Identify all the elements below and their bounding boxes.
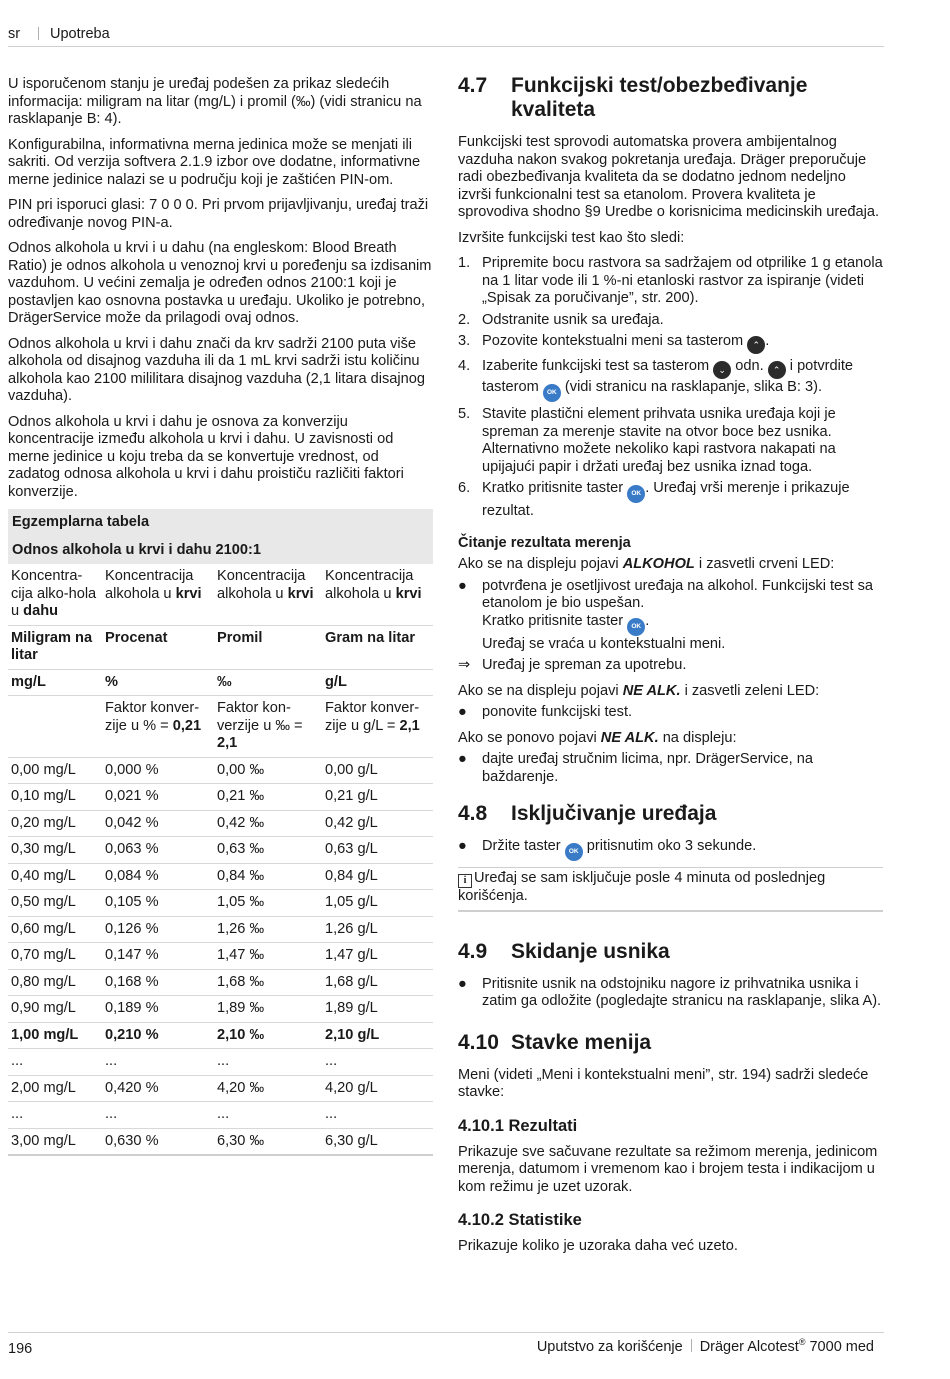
list-item: ● potvrđena je osetljivost uređaja na alkohol. Funkcijski test sa etanolom je bio uspešan. Kratko pritisnite taster OK . Uređaj se vraća u kontekstualni meni. [458, 577, 873, 652]
table-cell: 0,00 g/L [322, 757, 433, 784]
table-cell: 0,021 % [102, 784, 214, 811]
table-cell: 6,30 g/L [322, 1128, 433, 1155]
table-row [8, 757, 433, 784]
table-cell: 2,00 mg/L [8, 1075, 102, 1102]
paragraph: Odnos alkohola u krvi i dahu je osnova za konverziju koncentracije između alkohola u krvi i dahu. U zavisnosti od merne jedinice u koju treba da se konvertuje vrednost, od zadatog odnosa alkohola u krvi i dahu proističu različiti faktori konverzije. [8, 413, 404, 500]
table-cell: 2,10 g/L [322, 1022, 433, 1049]
list-item: 1. Pripremite bocu rastvora sa sadržajem od otprilike 1 g etanola na 1 litar vode ili 1 %-ni etanloski rastvor za ispiranje (videti „Spisak za poručivanje”, str. 200). [458, 255, 883, 306]
bullet-list [458, 704, 883, 722]
table-cell: ... [102, 1102, 214, 1129]
table-cell: 0,50 mg/L [8, 890, 102, 917]
paragraph: Meni (videti „Meni i kontekstualni meni”, str. 194) sadrži sledeće stavke: [458, 1066, 869, 1100]
table-header-cell: Koncentracija alkohola u krvi [214, 564, 322, 625]
table-cell: 0,063 % [102, 837, 214, 864]
bullet-list [458, 578, 883, 675]
table-cell: 0,90 mg/L [8, 996, 102, 1023]
table-cell: 0,70 mg/L [8, 943, 102, 970]
table-cell: 2,10 ‰ [214, 1022, 322, 1049]
page-number: 196 [8, 1341, 33, 1357]
section-heading-4-9: 4.9 Skidanje usnika [458, 939, 670, 963]
table-cell: 0,084 % [102, 863, 214, 890]
paragraph: Funkcijski test sprovodi automatska provera ambijentalnog vazduha nakon svakog pokretanja uređaja. Dräger preporučuje radi obezbeđivanja kvaliteta da se dodatno jednom nedeljno izvrši funkcionalni test sa etanolom. Provera kvaliteta je sprovodiva shodno §9 Uredbe o korisnicima medicinskih uređaja. [458, 134, 880, 220]
table-cell: Promil [214, 625, 322, 669]
bullet-list [458, 751, 883, 786]
paragraph: PIN pri isporuci glasi: 7 0 0 0. Pri prvom prijavljivanju, uređaj traži određivanje novog PIN-a. [8, 197, 429, 231]
table-cell: 0,60 mg/L [8, 916, 102, 943]
table-cell: 0,00 mg/L [8, 757, 102, 784]
table-cell: ‰ [214, 669, 322, 696]
subheading-reading: Čitanje rezultata merenja [458, 534, 631, 551]
paragraph: Prikazuje koliko je uzoraka daha već uzeto. [458, 1238, 738, 1254]
table-cell: Gram na litar [322, 625, 433, 669]
table-cell: 0,21 ‰ [214, 784, 322, 811]
list-item: ⇒ Uređaj je spreman za upotrebu. [458, 657, 687, 673]
table-units-row [8, 669, 433, 696]
table-cell: Faktor konver-zije u g/L = 2,1 [322, 696, 433, 758]
table-cell: Miligram na litar [8, 625, 102, 669]
table-cell: 0,30 mg/L [8, 837, 102, 864]
table-cell: mg/L [8, 669, 102, 696]
table-header-cell: Koncentracija alkohola u krvi [322, 564, 433, 625]
info-icon: i [458, 874, 472, 888]
page-footer [8, 1332, 884, 1363]
ok-button-icon: OK [627, 618, 645, 636]
table-cell: 4,20 g/L [322, 1075, 433, 1102]
bullet-list [458, 976, 883, 1011]
table-cell: 0,168 % [102, 969, 214, 996]
table-cell: 0,210 % [102, 1022, 214, 1049]
table-row [8, 943, 433, 970]
table-header-row [8, 564, 433, 625]
table-cell: 1,47 g/L [322, 943, 433, 970]
table-cell: 0,80 mg/L [8, 969, 102, 996]
table-cell: 0,42 ‰ [214, 810, 322, 837]
up-button-icon: ⌃ [747, 336, 765, 354]
table-cell: 0,189 % [102, 996, 214, 1023]
table-cell: 0,84 ‰ [214, 863, 322, 890]
table-cell: 0,63 ‰ [214, 837, 322, 864]
up-button-icon: ⌃ [768, 361, 786, 379]
list-item: 6. Kratko pritisnite taster OK . Uređaj vrši merenje i prikazuje rezultat. [458, 480, 850, 519]
table-row [8, 1049, 433, 1076]
down-button-icon: ⌄ [713, 361, 731, 379]
table-cell: 0,10 mg/L [8, 784, 102, 811]
list-item: 2. Odstranite usnik sa uređaja. [458, 311, 664, 328]
table-cell: 0,00 ‰ [214, 757, 322, 784]
table-row [8, 996, 433, 1023]
table-cell: ... [214, 1102, 322, 1129]
paragraph: Ako se ponovo pojavi NE ALK. na displeju: [458, 729, 737, 746]
list-item: 5. Stavite plastični element prihvata usnika uređaja koji je spreman za merenje stavite na otvor boce bez usnika. Alternativno možete nekoliko kapi rastvora nakapati na upijajući papir i držati uređaj bez usnika iznad toga. [458, 406, 836, 475]
table-cell: 3,00 mg/L [8, 1128, 102, 1155]
table-title: Egzemplarna tabela [8, 509, 433, 537]
table-row [8, 916, 433, 943]
table-header-cell: Koncentracija alkohola u krvi [102, 564, 214, 625]
table-cell: 0,126 % [102, 916, 214, 943]
table-header-cell: Koncentra-cija alko-hola u dahu [8, 564, 102, 625]
header-section: Upotreba [50, 26, 110, 42]
table-subtitle: Odnos alkohola u krvi i dahu 2100:1 [8, 537, 433, 565]
section-heading-4-10: 4.10 Stavke menija [458, 1030, 652, 1054]
table-cell: 0,105 % [102, 890, 214, 917]
subsection-heading-4-10-2: 4.10.2 Statistike [458, 1211, 582, 1229]
table-row [8, 810, 433, 837]
table-cell: 0,630 % [102, 1128, 214, 1155]
conversion-table [8, 509, 433, 1156]
table-cell [8, 696, 102, 758]
paragraph: Konfigurabilna, informativna merna jedinica može se menjati ili sakriti. Od verzija softvera 2.1.9 izbor ove dodatne, informativne merne jedinice nalazi se u području koji je zaštićen PIN-om. [8, 136, 421, 188]
table-cell: 0,21 g/L [322, 784, 433, 811]
paragraph: Prikazuje sve sačuvane rezultate sa režimom merenja, jedinicom merenja, datumom i vremenom kao i brojem testa i indikacijom u kom režimu je uzet uzorak. [458, 1143, 878, 1195]
table-cell: % [102, 669, 214, 696]
table-cell: 0,20 mg/L [8, 810, 102, 837]
table-row [8, 784, 433, 811]
ok-button-icon: OK [565, 843, 583, 861]
footer-document-title: Uputstvo za korišćenje Dräger Alcotest® 7000 med [536, 1337, 874, 1355]
table-cell: ... [322, 1102, 433, 1129]
list-item: ● Pritisnite usnik na odstojniku nagore iz prihvatnika usnika i zatim ga odložite (pogledajte stranicu na rasklapanje, slika A). [458, 975, 882, 1009]
table-cell: 0,84 g/L [322, 863, 433, 890]
table-cell: 0,147 % [102, 943, 214, 970]
list-item: ● ponovite funkcijski test. [458, 704, 633, 720]
list-item: 4. Izaberite funkcijski test sa tasterom ⌄ odn. ⌃ i potvrdite tasterom OK (vidi stranicu na rasklapanje, slika B: 3). [458, 358, 883, 402]
table-row [8, 890, 433, 917]
table-factor-row [8, 696, 433, 758]
table-cell: 0,042 % [102, 810, 214, 837]
table-cell: 0,63 g/L [322, 837, 433, 864]
table-cell: 1,68 g/L [322, 969, 433, 996]
steps-list [458, 255, 883, 521]
table-cell: Procenat [102, 625, 214, 669]
table-cell: ... [8, 1049, 102, 1076]
paragraph: U isporučenom stanju je uređaj podešen za prikaz sledećih informacija: miligram na litar (mg/L) i promil (‰) (vidi stranicu na rasklapanje B: 4). [8, 76, 422, 127]
table-row [8, 1022, 433, 1049]
bullet-list [458, 838, 883, 861]
table-cell: 0,420 % [102, 1075, 214, 1102]
table-cell: ... [102, 1049, 214, 1076]
table-cell: 0,42 g/L [322, 810, 433, 837]
subsection-heading-4-10-1: 4.10.1 Rezultati [458, 1116, 578, 1135]
table-cell: Faktor konver-zije u % = 0,21 [102, 696, 214, 758]
table-cell: 1,05 ‰ [214, 890, 322, 917]
table-cell: 4,20 ‰ [214, 1075, 322, 1102]
table-cell: 1,68 ‰ [214, 969, 322, 996]
table-cell: ... [8, 1102, 102, 1129]
paragraph: Odnos alkohola u krvi i u dahu (na engleskom: Blood Breath Ratio) je odnos alkohola u venoznoj krvi u poređenju sa izdisanim vazduhom. U većini zemalja je određen odnos 2100:1 koji je postavljen kao osnovna postavka u uređaju. Ukoliko je potrebno, DrägerService može da prilagodi ovaj odnos. [8, 240, 432, 326]
table-cell: 1,05 g/L [322, 890, 433, 917]
list-item: ● dajte uređaj stručnim licima, npr. DrägerService, na baždarenje. [458, 751, 813, 785]
table-row [8, 1075, 433, 1102]
right-column [458, 74, 883, 1264]
page-header [8, 24, 884, 47]
table-cell: 0,000 % [102, 757, 214, 784]
table-row [8, 1128, 433, 1155]
header-divider [38, 27, 39, 40]
section-heading-4-7: 4.7 Funkcijski test/obezbeđivanje kvaliteta [458, 74, 808, 121]
table-cell: 1,26 ‰ [214, 916, 322, 943]
table-row [8, 837, 433, 864]
table-cell: 6,30 ‰ [214, 1128, 322, 1155]
section-heading-4-8: 4.8 Isključivanje uređaja [458, 802, 717, 825]
info-note: i Uređaj se sam isključuje posle 4 minuta od poslednjeg korišćenja. [458, 867, 883, 912]
language-code: sr [8, 26, 21, 42]
list-item: 3. Pozovite kontekstualni meni sa tasterom ⌃ . [458, 333, 883, 354]
table-cell: 1,26 g/L [322, 916, 433, 943]
table-cell: Faktor kon-verzije u ‰ = 2,1 [214, 696, 322, 758]
ok-button-icon: OK [627, 485, 645, 503]
left-column [8, 76, 433, 1156]
table-cell: ... [322, 1049, 433, 1076]
list-item: ● Držite taster OK pritisnutim oko 3 sekunde. [458, 838, 883, 861]
table-cell: 1,00 mg/L [8, 1022, 102, 1049]
table-row [8, 863, 433, 890]
table-row [8, 969, 433, 996]
table-unit-names-row [8, 625, 433, 669]
paragraph: Izvršite funkcijski test kao što sledi: [458, 229, 685, 246]
paragraph: Ako se na displeju pojavi NE ALK. i zasvetli zeleni LED: [458, 682, 820, 699]
table-cell: 0,40 mg/L [8, 863, 102, 890]
table-cell: g/L [322, 669, 433, 696]
table-row [8, 1102, 433, 1129]
table-cell: 1,89 g/L [322, 996, 433, 1023]
table-cell: 1,47 ‰ [214, 943, 322, 970]
table-cell: ... [214, 1049, 322, 1076]
paragraph: Ako se na displeju pojavi ALKOHOL i zasvetli crveni LED: [458, 556, 835, 572]
table-cell: 1,89 ‰ [214, 996, 322, 1023]
ok-button-icon: OK [543, 384, 561, 402]
paragraph: Odnos alkohola u krvi i dahu znači da krv sadrži 2100 puta više alkohola od disajnog vazduha ili da 1 mL krvi sadrži istu količinu alkohola kao 2100 mililitara disajnog vazduha (2,1 litara disajnog vazduha). [8, 335, 425, 404]
